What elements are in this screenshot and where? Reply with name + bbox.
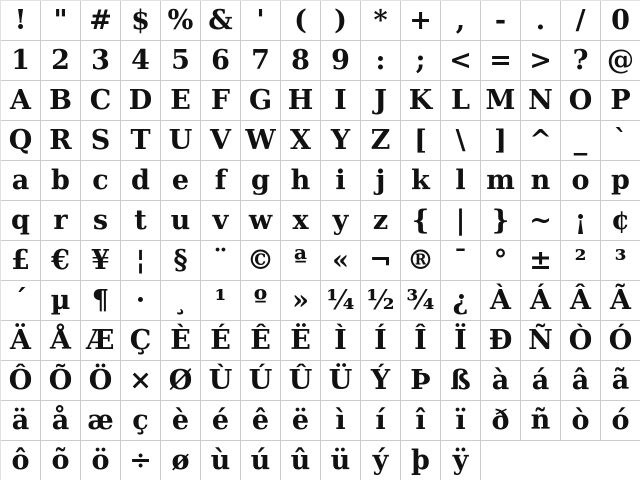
- glyph-cell: #: [81, 1, 121, 41]
- glyph-cell: B: [41, 81, 81, 121]
- glyph-cell: Ú: [241, 361, 281, 401]
- glyph-cell: ã: [601, 361, 640, 401]
- glyph-cell: +: [401, 1, 441, 41]
- glyph-cell: ò: [561, 401, 601, 441]
- glyph-cell: >: [521, 41, 561, 81]
- glyph-cell: Î: [401, 321, 441, 361]
- glyph-cell: 8: [281, 41, 321, 81]
- glyph-cell: h: [281, 161, 321, 201]
- glyph-cell: w: [241, 201, 281, 241]
- glyph-cell: È: [161, 321, 201, 361]
- glyph-cell: å: [41, 401, 81, 441]
- glyph-cell: !: [1, 1, 41, 41]
- glyph-cell: 6: [201, 41, 241, 81]
- glyph-cell: í: [361, 401, 401, 441]
- glyph-cell: µ: [41, 281, 81, 321]
- glyph-cell: G: [241, 81, 281, 121]
- glyph-cell: Í: [361, 321, 401, 361]
- glyph-cell: Ö: [81, 361, 121, 401]
- empty-cell: [481, 441, 521, 480]
- glyph-cell: 2: [41, 41, 81, 81]
- glyph-cell: ú: [241, 441, 281, 480]
- glyph-cell: à: [481, 361, 521, 401]
- glyph-cell: Ù: [201, 361, 241, 401]
- glyph-cell: I: [321, 81, 361, 121]
- glyph-cell: §: [161, 241, 201, 281]
- glyph-cell: ¦: [121, 241, 161, 281]
- glyph-cell: ": [41, 1, 81, 41]
- glyph-cell: _: [561, 121, 601, 161]
- glyph-cell: ?: [561, 41, 601, 81]
- glyph-cell: Ð: [481, 321, 521, 361]
- glyph-cell: »: [281, 281, 321, 321]
- glyph-cell: ¿: [441, 281, 481, 321]
- glyph-cell: õ: [41, 441, 81, 480]
- glyph-cell: n: [521, 161, 561, 201]
- glyph-cell: Y: [321, 121, 361, 161]
- glyph-cell: <: [441, 41, 481, 81]
- glyph-cell: Ó: [601, 321, 640, 361]
- glyph-cell: %: [161, 1, 201, 41]
- glyph-cell: X: [281, 121, 321, 161]
- glyph-cell: «: [321, 241, 361, 281]
- glyph-cell: ý: [361, 441, 401, 480]
- glyph-cell: D: [121, 81, 161, 121]
- glyph-cell: v: [201, 201, 241, 241]
- glyph-cell: ×: [121, 361, 161, 401]
- glyph-cell: ª: [281, 241, 321, 281]
- glyph-cell: þ: [401, 441, 441, 480]
- glyph-cell: ¾: [401, 281, 441, 321]
- glyph-cell: Ä: [1, 321, 41, 361]
- glyph-cell: W: [241, 121, 281, 161]
- glyph-cell: [: [401, 121, 441, 161]
- glyph-cell: d: [121, 161, 161, 201]
- glyph-cell: æ: [81, 401, 121, 441]
- glyph-cell: b: [41, 161, 81, 201]
- glyph-cell: À: [481, 281, 521, 321]
- glyph-cell: ¯: [441, 241, 481, 281]
- glyph-cell: Þ: [401, 361, 441, 401]
- glyph-cell: ¹: [201, 281, 241, 321]
- glyph-cell: 4: [121, 41, 161, 81]
- glyph-cell: z: [361, 201, 401, 241]
- glyph-cell: y: [321, 201, 361, 241]
- glyph-cell: ´: [1, 281, 41, 321]
- glyph-cell: Ì: [321, 321, 361, 361]
- glyph-cell: ç: [121, 401, 161, 441]
- glyph-cell: (: [281, 1, 321, 41]
- glyph-cell: x: [281, 201, 321, 241]
- glyph-cell: S: [81, 121, 121, 161]
- glyph-cell: i: [321, 161, 361, 201]
- glyph-cell: s: [81, 201, 121, 241]
- glyph-cell: .: [521, 1, 561, 41]
- glyph-cell: ¨: [201, 241, 241, 281]
- glyph-cell: °: [481, 241, 521, 281]
- glyph-cell: \: [441, 121, 481, 161]
- glyph-cell: Ç: [121, 321, 161, 361]
- glyph-cell: Q: [1, 121, 41, 161]
- glyph-cell: º: [241, 281, 281, 321]
- glyph-cell: K: [401, 81, 441, 121]
- glyph-cell: /: [561, 1, 601, 41]
- glyph-cell: 7: [241, 41, 281, 81]
- glyph-cell: ô: [1, 441, 41, 480]
- glyph-cell: Õ: [41, 361, 81, 401]
- glyph-cell: Ê: [241, 321, 281, 361]
- glyph-cell: }: [481, 201, 521, 241]
- glyph-cell: ß: [441, 361, 481, 401]
- glyph-cell: ©: [241, 241, 281, 281]
- glyph-cell: T: [121, 121, 161, 161]
- glyph-cell: e: [161, 161, 201, 201]
- glyph-cell: =: [481, 41, 521, 81]
- glyph-cell: Ô: [1, 361, 41, 401]
- glyph-cell: F: [201, 81, 241, 121]
- glyph-cell: ³: [601, 241, 640, 281]
- empty-cell: [521, 441, 561, 480]
- empty-cell: [561, 441, 601, 480]
- glyph-cell: {: [401, 201, 441, 241]
- glyph-cell: A: [1, 81, 41, 121]
- glyph-cell: É: [201, 321, 241, 361]
- glyph-cell: ¢: [601, 201, 640, 241]
- glyph-cell: ó: [601, 401, 640, 441]
- glyph-cell: V: [201, 121, 241, 161]
- glyph-cell: ]: [481, 121, 521, 161]
- glyph-cell: ê: [241, 401, 281, 441]
- glyph-cell: o: [561, 161, 601, 201]
- glyph-cell: Ñ: [521, 321, 561, 361]
- glyph-cell: P: [601, 81, 640, 121]
- glyph-cell: ÿ: [441, 441, 481, 480]
- glyph-cell: r: [41, 201, 81, 241]
- glyph-cell: g: [241, 161, 281, 201]
- glyph-cell: ø: [161, 441, 201, 480]
- glyph-cell: Å: [41, 321, 81, 361]
- glyph-cell: ±: [521, 241, 561, 281]
- glyph-cell: c: [81, 161, 121, 201]
- glyph-cell: ¬: [361, 241, 401, 281]
- glyph-cell: Ø: [161, 361, 201, 401]
- glyph-cell: |: [441, 201, 481, 241]
- glyph-cell: &: [201, 1, 241, 41]
- glyph-cell: Â: [561, 281, 601, 321]
- glyph-cell: ù: [201, 441, 241, 480]
- glyph-cell: @: [601, 41, 640, 81]
- glyph-cell: m: [481, 161, 521, 201]
- glyph-cell: ': [241, 1, 281, 41]
- glyph-cell: ð: [481, 401, 521, 441]
- glyph-cell: £: [1, 241, 41, 281]
- glyph-cell: ½: [361, 281, 401, 321]
- glyph-cell: Û: [281, 361, 321, 401]
- glyph-cell: ÷: [121, 441, 161, 480]
- glyph-cell: 1: [1, 41, 41, 81]
- glyph-cell: -: [481, 1, 521, 41]
- glyph-cell: ¸: [161, 281, 201, 321]
- glyph-cell: p: [601, 161, 640, 201]
- glyph-cell: O: [561, 81, 601, 121]
- glyph-cell: ®: [401, 241, 441, 281]
- glyph-cell: ): [321, 1, 361, 41]
- glyph-cell: $: [121, 1, 161, 41]
- glyph-cell: ^: [521, 121, 561, 161]
- glyph-cell: ü: [321, 441, 361, 480]
- glyph-cell: f: [201, 161, 241, 201]
- glyph-cell: L: [441, 81, 481, 121]
- glyph-cell: Ë: [281, 321, 321, 361]
- glyph-cell: 5: [161, 41, 201, 81]
- glyph-cell: 9: [321, 41, 361, 81]
- glyph-cell: j: [361, 161, 401, 201]
- glyph-cell: 3: [81, 41, 121, 81]
- glyph-cell: €: [41, 241, 81, 281]
- glyph-cell: ,: [441, 1, 481, 41]
- glyph-cell: l: [441, 161, 481, 201]
- glyph-cell: û: [281, 441, 321, 480]
- glyph-cell: U: [161, 121, 201, 161]
- glyph-cell: Z: [361, 121, 401, 161]
- glyph-cell: ö: [81, 441, 121, 480]
- glyph-cell: ä: [1, 401, 41, 441]
- glyph-cell: u: [161, 201, 201, 241]
- glyph-cell: t: [121, 201, 161, 241]
- glyph-cell: Æ: [81, 321, 121, 361]
- glyph-cell: J: [361, 81, 401, 121]
- glyph-cell: Á: [521, 281, 561, 321]
- glyph-cell: ñ: [521, 401, 561, 441]
- glyph-cell: ;: [401, 41, 441, 81]
- glyph-cell: ·: [121, 281, 161, 321]
- glyph-cell: î: [401, 401, 441, 441]
- glyph-cell: `: [601, 121, 640, 161]
- glyph-cell: ï: [441, 401, 481, 441]
- glyph-cell: ~: [521, 201, 561, 241]
- glyph-cell: ì: [321, 401, 361, 441]
- glyph-cell: Ò: [561, 321, 601, 361]
- empty-cell: [601, 441, 640, 480]
- glyph-cell: Ã: [601, 281, 640, 321]
- glyph-cell: è: [161, 401, 201, 441]
- glyph-cell: 0: [601, 1, 640, 41]
- glyph-cell: â: [561, 361, 601, 401]
- glyph-cell: ¡: [561, 201, 601, 241]
- glyph-cell: Ý: [361, 361, 401, 401]
- glyph-cell: ¼: [321, 281, 361, 321]
- glyph-cell: ²: [561, 241, 601, 281]
- glyph-cell: C: [81, 81, 121, 121]
- glyph-cell: é: [201, 401, 241, 441]
- glyph-cell: *: [361, 1, 401, 41]
- glyph-cell: R: [41, 121, 81, 161]
- glyph-cell: q: [1, 201, 41, 241]
- glyph-cell: N: [521, 81, 561, 121]
- glyph-cell: M: [481, 81, 521, 121]
- glyph-cell: :: [361, 41, 401, 81]
- glyph-cell: H: [281, 81, 321, 121]
- glyph-cell: ¶: [81, 281, 121, 321]
- glyph-cell: ë: [281, 401, 321, 441]
- glyph-cell: E: [161, 81, 201, 121]
- glyph-cell: Ü: [321, 361, 361, 401]
- glyph-cell: k: [401, 161, 441, 201]
- glyph-cell: Ï: [441, 321, 481, 361]
- glyph-cell: á: [521, 361, 561, 401]
- glyph-cell: a: [1, 161, 41, 201]
- glyph-cell: ¥: [81, 241, 121, 281]
